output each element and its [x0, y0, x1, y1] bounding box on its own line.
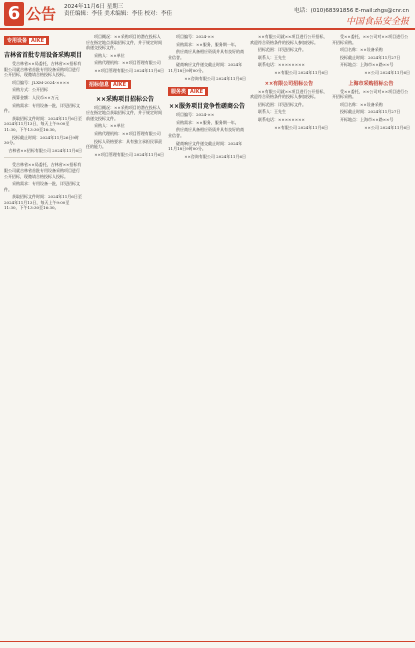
paragraph: 磋商响应文件递交截止时间：2024年11月18日9时00分。: [168, 62, 243, 73]
paragraph: 获取招标文件时间：2024年11月6日至2024年11月13日，每天上午9:00至11:30，下午13:30至16:30。: [4, 115, 82, 132]
badge-tag: AIKE: [190, 89, 204, 96]
column-5: [332, 34, 410, 640]
notice-headline: 吉林省首批专用设备采购项目: [4, 52, 82, 59]
signature: ××公司 2024年11月6日: [364, 124, 410, 130]
notice-headline: ××采购项目招标公告: [95, 95, 155, 103]
notice-headline: ××服务项目竞争性磋商公告: [168, 103, 246, 111]
section-badge: [168, 87, 208, 96]
paragraph: 预算金额：人民币××万元: [12, 94, 59, 100]
paragraph: 采购需求：××服务，服务期一年。: [176, 41, 239, 47]
paragraph: 采购人：××单位: [94, 123, 125, 129]
paragraph: 项目名称：××设备采购: [340, 101, 383, 107]
paragraph: 投标截止时间：2024年11月27日: [340, 109, 401, 115]
divider: [4, 157, 82, 158]
paragraph: 受××委托，××公司对××项目进行公开招标采购。: [332, 88, 409, 100]
signature: ××公司 2024年11月6日: [364, 69, 410, 75]
column-2: [86, 34, 164, 640]
paragraph: 获取招标文件时间：2024年11月6日至2024年11月13日，每天上午9:00至11:30，下午13:30至16:30。: [4, 194, 82, 211]
signature: ××有限公司 2024年11月6日: [274, 69, 328, 75]
paragraph: 采购需求：××服务，服务期一年。: [176, 119, 239, 125]
paragraph: 采购代理机构：××项目管理有限公司: [94, 130, 161, 136]
paragraph: 联系人：王先生: [258, 109, 286, 115]
paragraph: 开标地点：上海市××路××号: [340, 62, 394, 68]
footer-rule: [0, 641, 415, 648]
signature: ××项目管理有限公司 2024年11月6日: [94, 151, 164, 157]
paragraph: ××有限公司就××项目进行公开招标，欢迎符合资格条件的投标人参加投标。: [250, 88, 328, 100]
section-badge: [4, 36, 49, 45]
signature: ××咨询有限公司 2024年11月6日: [184, 153, 246, 159]
masthead-rule: [0, 28, 415, 30]
paragraph: 供应商应具备相应资质并具有良好的商业信誉。: [168, 127, 244, 138]
paragraph: 投标截止时间：2024年11月27日: [340, 54, 401, 60]
badge-label: 招标信息: [89, 81, 110, 88]
paragraph: 采购方式：公开招标: [12, 87, 48, 93]
paragraph: 项目编号：JLXM-2024-××××: [12, 79, 70, 85]
signature: ××有限公司 2024年11月6日: [274, 124, 328, 130]
paragraph: 磋商响应文件递交截止时间：2024年11月18日9时00分。: [168, 140, 243, 152]
paragraph: 项目概况：××采购项目的潜在投标人应在指定地点获取招标文件，并于规定时间前递交投标文件。: [86, 34, 162, 51]
masthead: [0, 0, 415, 30]
paragraph: 采购人：××单位: [94, 52, 125, 58]
column-1: [4, 34, 82, 640]
section-title: 公告: [26, 5, 57, 23]
section-badge: [86, 80, 131, 89]
paragraph: 投标截止时间：2024年11月26日9时30分。: [4, 134, 79, 146]
paragraph: 招标范围：详见招标文件。: [258, 47, 306, 53]
paragraph: 开标地点：上海市××路××号: [340, 116, 394, 122]
paragraph: 联系电话：××××××××: [258, 116, 305, 122]
badge-tag: AIKE: [113, 81, 127, 88]
notice-subhead: ××有限公司招标公告: [264, 80, 314, 87]
paragraph: 受××委托，××公司对××项目进行公开招标采购。: [332, 34, 409, 45]
issue-date: 2024年11月6日 星期三: [64, 4, 124, 10]
page-number: 6: [4, 2, 24, 26]
paragraph: 项目编号：2024-××: [176, 112, 215, 118]
paragraph: 招标范围：详见招标文件。: [258, 101, 306, 107]
paragraph: 采购需求：专用设备一批，详见招标文件。: [4, 181, 80, 192]
column-4: [250, 34, 328, 640]
editor-line: 责任编辑：李佳 美术编辑：李佳 校对：李佳: [64, 11, 172, 17]
paragraph: 项目编号：2024-××: [176, 34, 215, 39]
signature: 吉林省××招标有限公司 2024年11月6日: [8, 147, 82, 153]
paragraph: 项目名称：××设备采购: [340, 47, 383, 53]
badge-label: 服务类: [171, 89, 187, 96]
paragraph: ××有限公司就××项目进行公开招标，欢迎符合资格条件的投标人参加投标。: [250, 34, 328, 45]
badge-tag: AIKE: [31, 38, 45, 44]
column-3: [168, 34, 246, 640]
paragraph: 投标人资格要求：具有独立承担民事责任的能力。: [86, 138, 162, 150]
paragraph: 项目概况：××采购项目的潜在投标人应在指定地点获取招标文件，并于规定时间前递交投标文件。: [86, 104, 162, 121]
paragraph: 采购代理机构：××项目管理有限公司: [94, 60, 161, 66]
paragraph: 采购需求：专用设备一批，详见招标文件。: [4, 102, 80, 114]
paragraph: 受吉林省××局委托，吉林省××招标有限公司就吉林省首批专用设备采购项目进行公开招标，现邀请合格投标人投标。: [4, 61, 82, 78]
paragraph: 受吉林省××局委托，吉林省××招标有限公司就吉林省首批专用设备采购项目进行公开招标，现邀请合格投标人投标。: [4, 162, 82, 179]
paragraph: 联系人：王先生: [258, 54, 286, 60]
signature: ××项目管理有限公司 2024年11月6日: [94, 67, 164, 73]
masthead-meta: [64, 4, 172, 18]
signature: ××咨询有限公司 2024年11月6日: [184, 75, 246, 81]
paper-logo: 中国食品安全报: [345, 17, 409, 27]
paragraph: 供应商应具备相应资质并具有良好的商业信誉。: [168, 49, 244, 60]
paragraph: 联系电话：××××××××: [258, 62, 305, 68]
badge-label: 专用设备: [7, 38, 28, 44]
notice-subhead: 上海市采购招标公告: [348, 80, 394, 87]
contact-line: 电话：(010)68391856 E-mail:zhgs@cnr.cn: [294, 8, 409, 14]
